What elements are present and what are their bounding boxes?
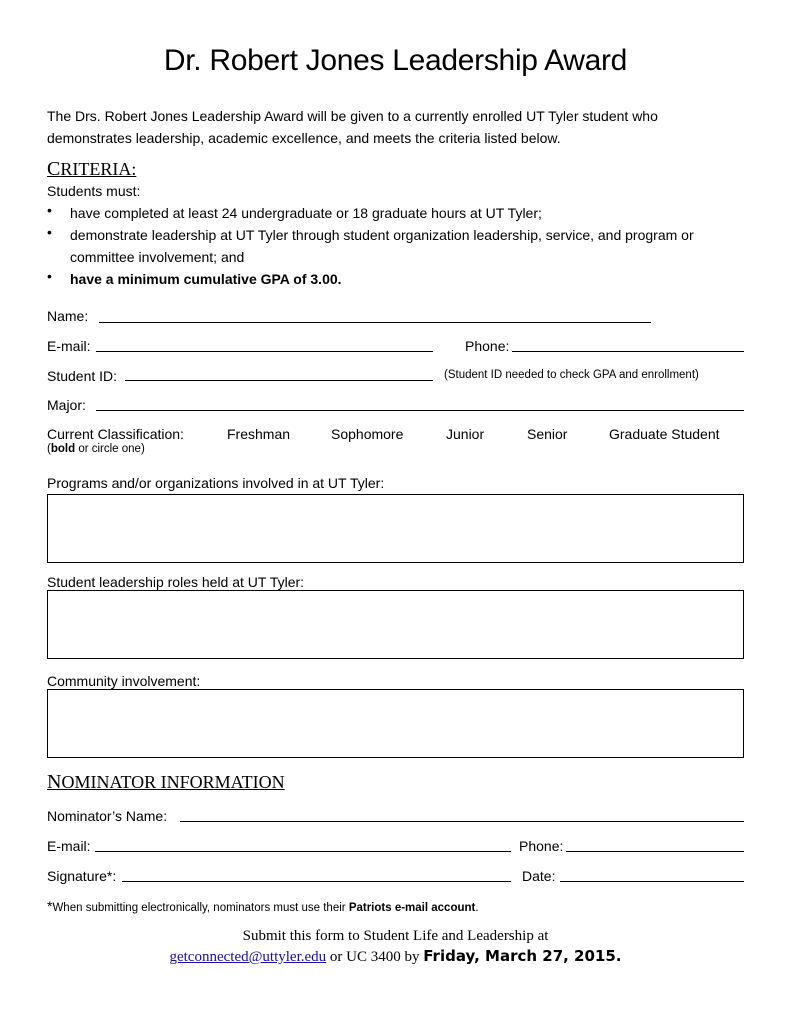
community-label: Community involvement: — [47, 673, 201, 689]
nominator-name-label: Nominator’s Name: — [47, 808, 168, 824]
option-graduate-student[interactable]: Graduate Student — [609, 426, 720, 442]
major-label: Major: — [47, 397, 86, 413]
email-link[interactable]: getconnected@uttyler.edu — [169, 949, 327, 965]
date-field[interactable] — [560, 881, 744, 882]
bullet-icon: • — [47, 268, 52, 284]
nominator-email-label: E-mail: — [47, 838, 91, 854]
signature-label: Signature*: — [47, 868, 117, 884]
bullet-icon: • — [47, 202, 52, 218]
nominator-name-field[interactable] — [180, 821, 744, 822]
criteria-item-2-cont: committee involvement; and — [70, 249, 245, 265]
signature-field[interactable] — [122, 881, 511, 882]
student-id-label: Student ID: — [47, 368, 118, 384]
intro-line-2: demonstrates leadership, academic excellence, and meets the criteria listed below. — [47, 130, 561, 146]
nominator-phone-field[interactable] — [566, 851, 744, 852]
footer-line-2: getconnected@uttyler.edu or UC 3400 by Friday, March 27, 2015. — [169, 947, 622, 965]
date-label: Date: — [522, 868, 556, 884]
option-senior[interactable]: Senior — [527, 426, 568, 442]
option-junior[interactable]: Junior — [446, 426, 485, 442]
footer-line-1: Submit this form to Student Life and Leadership at — [242, 928, 549, 944]
nominator-heading: NOMINATOR INFORMATION — [47, 771, 285, 793]
bullet-icon: • — [47, 224, 52, 240]
criteria-item-2: demonstrate leadership at UT Tyler through student organization leadership, service, and program or — [70, 227, 694, 243]
option-sophomore[interactable]: Sophomore — [331, 426, 404, 442]
name-label: Name: — [47, 308, 89, 324]
major-field[interactable] — [96, 410, 744, 411]
student-id-field[interactable] — [125, 380, 433, 381]
classification-label: Current Classification: — [47, 426, 184, 442]
roles-label: Student leadership roles held at UT Tyler: — [47, 574, 305, 590]
deadline: Friday, March 27, 2015. — [423, 947, 622, 965]
intro-line-1: The Drs. Robert Jones Leadership Award will be given to a currently enrolled UT Tyler student who — [47, 108, 658, 124]
nominator-email-field[interactable] — [95, 851, 511, 852]
roles-textbox[interactable] — [47, 590, 744, 659]
criteria-heading: CRITERIA: — [47, 158, 137, 180]
programs-textbox[interactable] — [47, 494, 744, 563]
programs-label: Programs and/or organizations involved in at UT Tyler: — [47, 475, 385, 491]
student-id-note: (Student ID needed to check GPA and enrollment) — [444, 369, 699, 381]
nominator-phone-label: Phone: — [519, 838, 564, 854]
phone-field[interactable] — [512, 351, 744, 352]
email-label: E-mail: — [47, 338, 91, 354]
name-field[interactable] — [99, 322, 651, 323]
community-textbox[interactable] — [47, 689, 744, 758]
phone-label: Phone: — [465, 338, 510, 354]
criteria-item-1: have completed at least 24 undergraduate or 18 graduate hours at UT Tyler; — [70, 205, 542, 221]
email-field[interactable] — [96, 351, 433, 352]
criteria-item-3: have a minimum cumulative GPA of 3.00. — [70, 271, 342, 287]
classification-note: (bold or circle one) — [47, 443, 145, 455]
criteria-lead: Students must: — [47, 183, 141, 199]
nominator-note: *When submitting electronically, nominators must use their Patriots e-mail account. — [47, 898, 479, 914]
page-title: Dr. Robert Jones Leadership Award — [163, 44, 628, 77]
option-freshman[interactable]: Freshman — [227, 426, 291, 442]
intro-text — [47, 105, 658, 149]
